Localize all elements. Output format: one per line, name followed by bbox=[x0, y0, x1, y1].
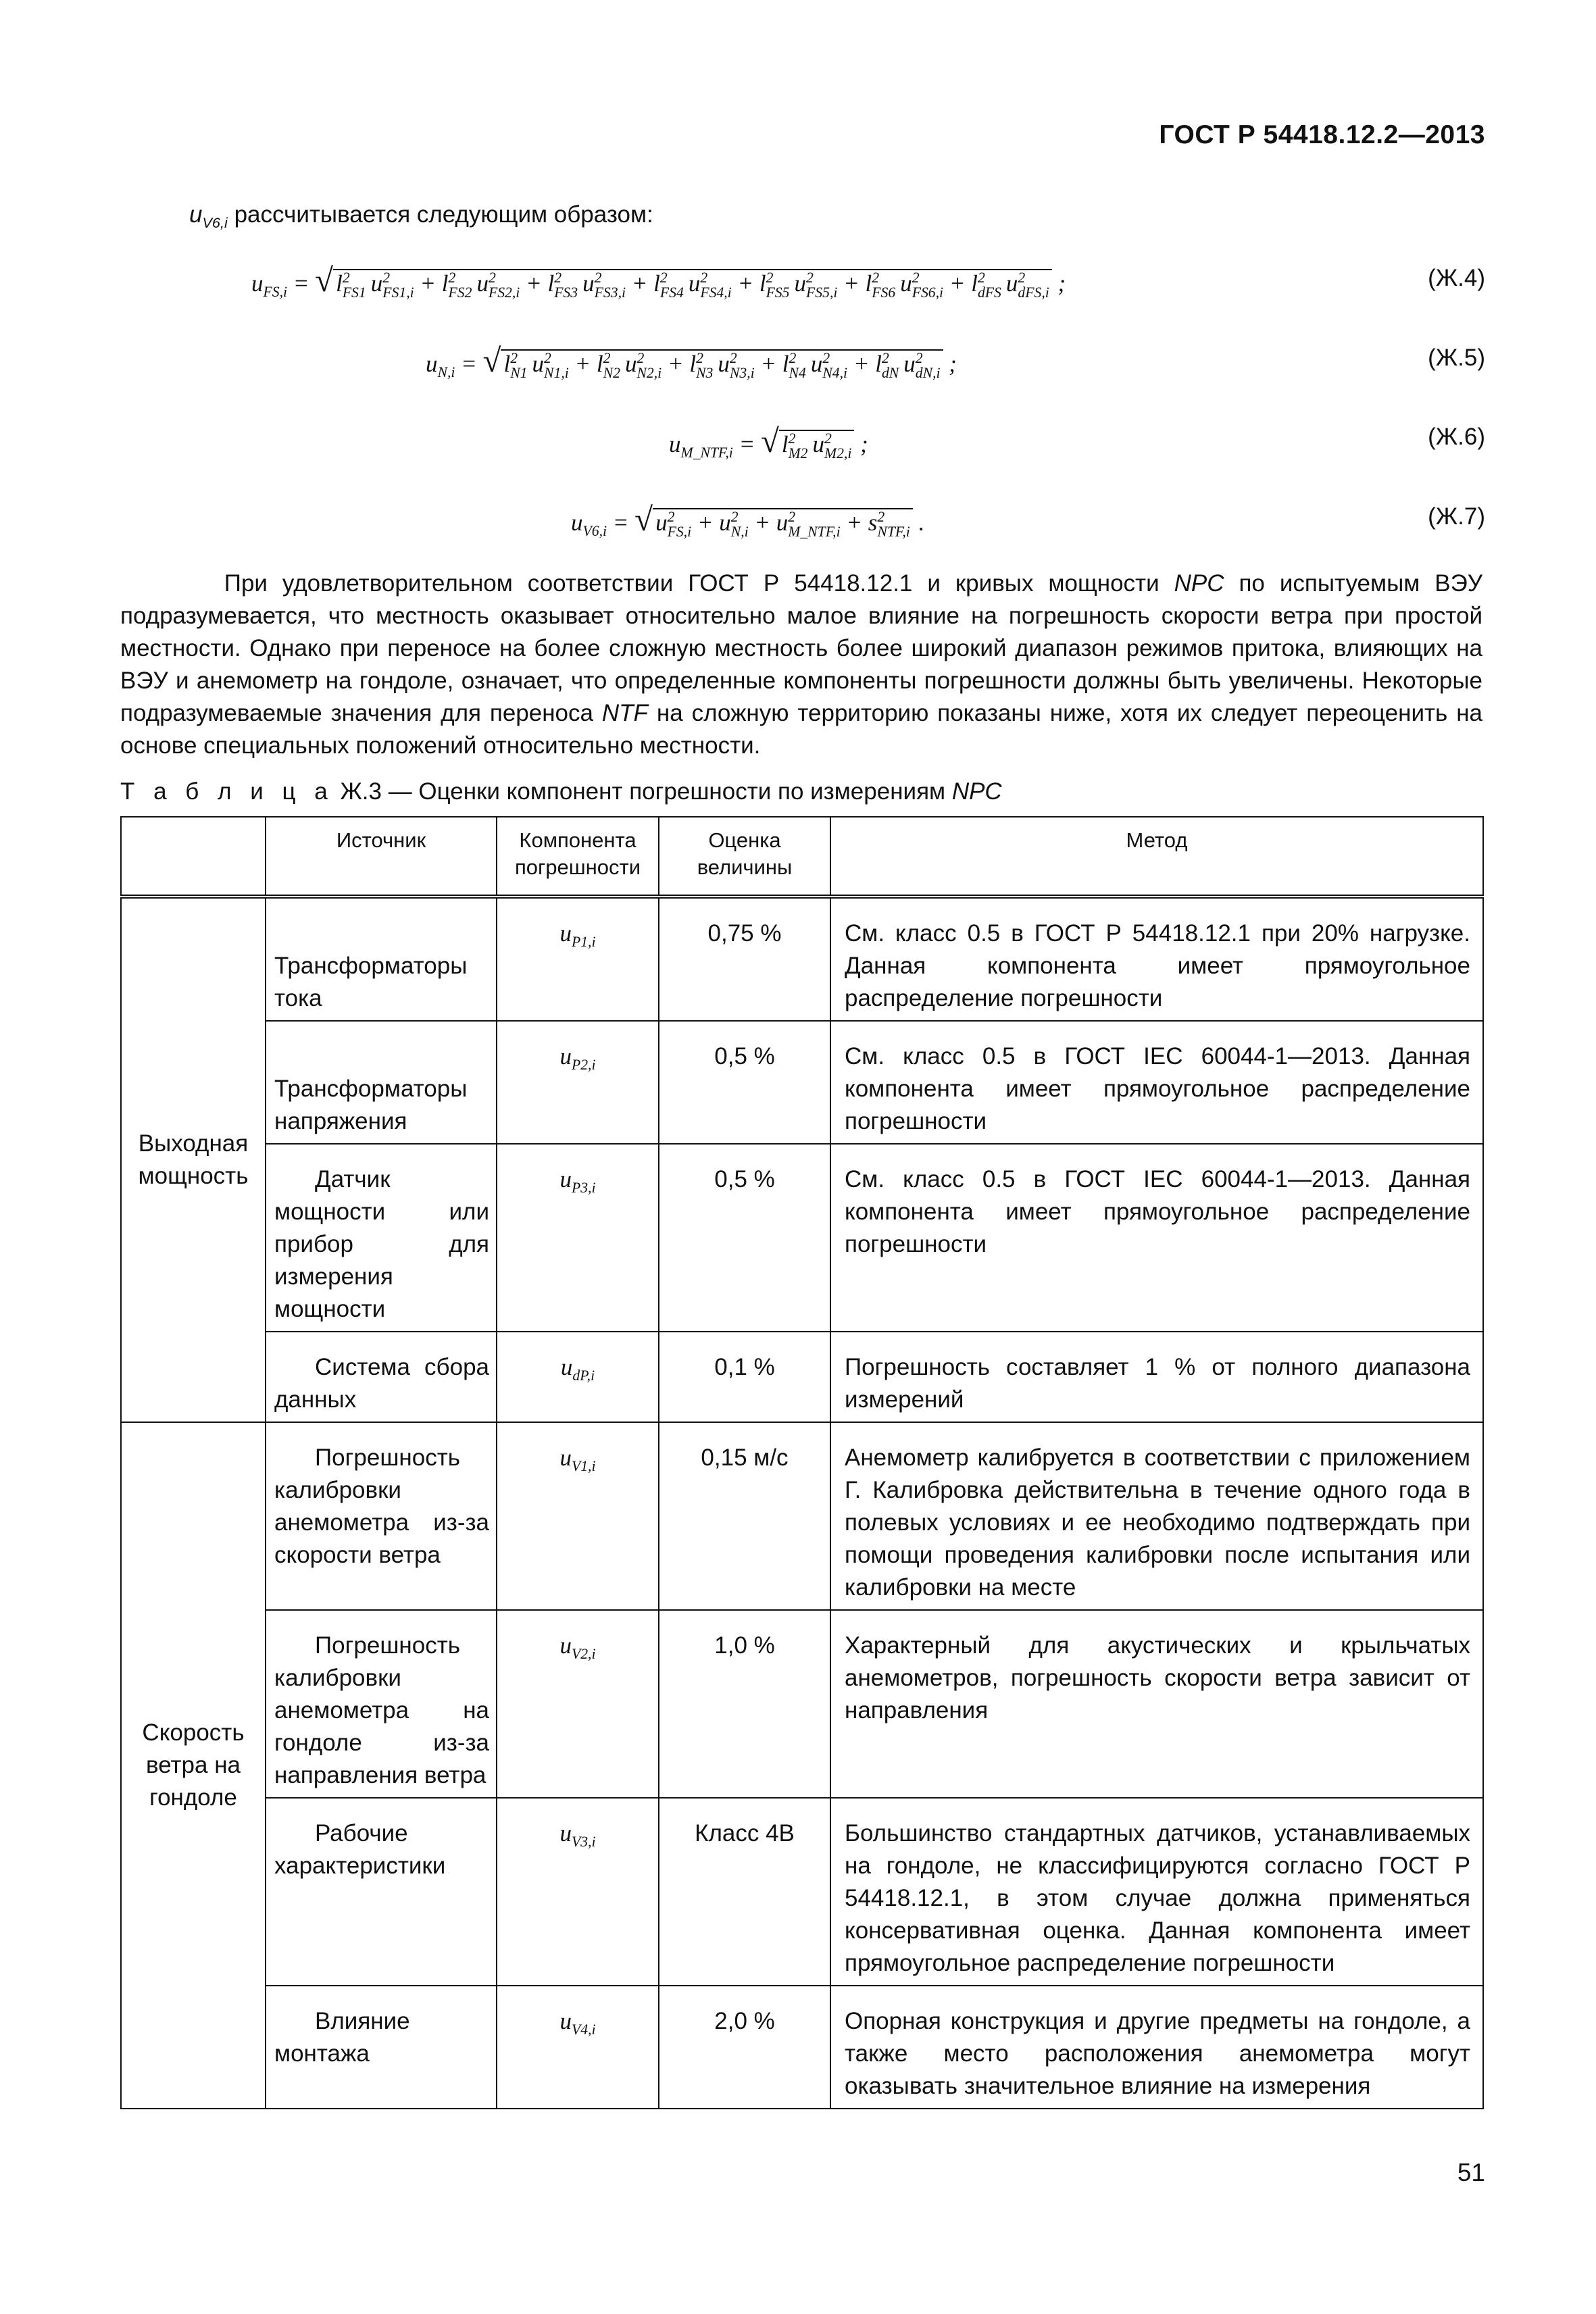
method-cell: Погрешность составляет 1 % от полного диапазона измерений bbox=[830, 1332, 1483, 1422]
method-cell: Большинство стандартных датчиков, устанавливаемых на гондоле, не классифицируются согласно ГОСТ Р 54418.12.1, в этом случае должна применяться консервативная оценка. Данная компонента имеет прямоугольное распределение погрешности bbox=[830, 1798, 1483, 1986]
symbol-cell: $u_{V4,i}$ bbox=[497, 1986, 659, 2109]
estimate-cell: 1,0 % bbox=[659, 1610, 830, 1798]
body-paragraph: При удовлетворительном соответствии ГОСТ Р 54418.12.1 и кривых мощности NPC по испытуемым ВЭУ подразумевается, что местность оказывает относительно малое влияние на погрешность скорости ветра при простой местности. Однако при переносе на более сложную местность более широкий диапазон режимов притока, влияющих на ВЭУ и анемометр на гондоле, означает, что определенные компоненты погрешности должны быть увеличены. Некоторые подразумеваемые значения для переноса NTF на сложную территорию показаны ниже, хотя их следует переоценить на основе специальных положений относительно местности. bbox=[120, 570, 1483, 759]
header-cell bbox=[121, 817, 266, 897]
table-header-row bbox=[121, 817, 1483, 897]
symbol-cell: $u_{P3,i}$ bbox=[497, 1144, 659, 1332]
equation-zh6: $u_{M\_NTF,i}$ = √ l 2 M2 u 2 M2,i ; bbox=[669, 422, 868, 461]
source-cell: Трансформаторы напряжения bbox=[266, 1021, 497, 1144]
uncertainty-table bbox=[120, 816, 1484, 2109]
method-cell: См. класс 0.5 в ГОСТ Р 54418.12.1 при 20% нагрузке. Данная компонента имеет прямоугольное распределение погрешности bbox=[830, 897, 1483, 1021]
estimate-cell: 2,0 % bbox=[659, 1986, 830, 2109]
source-cell: Рабочие характеристики bbox=[266, 1798, 497, 1986]
table-row bbox=[121, 1021, 1483, 1144]
method-cell: Опорная конструкция и другие предметы на гондоле, а также место расположения анемометра могут оказывать значительное влияние на измерения bbox=[830, 1986, 1483, 2109]
intro-line bbox=[189, 201, 653, 232]
table-row bbox=[121, 1610, 1483, 1798]
symbol-cell: $u_{V2,i}$ bbox=[497, 1610, 659, 1798]
symbol-cell: $u_{P2,i}$ bbox=[497, 1021, 659, 1144]
source-cell: Погрешность калибровки анемометра на гондоле из-за направления ветра bbox=[266, 1610, 497, 1798]
table-caption bbox=[120, 778, 1002, 805]
header-cell: Оценка величины bbox=[659, 817, 830, 897]
caption-italic: NPC bbox=[951, 778, 1002, 805]
header-cell: Метод bbox=[830, 817, 1483, 897]
equation-number: (Ж.4) bbox=[1428, 265, 1485, 291]
equation-number: (Ж.6) bbox=[1428, 424, 1485, 450]
table-row bbox=[121, 1798, 1483, 1986]
standard-header: ГОСТ Р 54418.12.2—2013 bbox=[1159, 120, 1485, 149]
symbol-cell: $u_{dP,i}$ bbox=[497, 1332, 659, 1422]
source-cell: Датчик мощности или прибор для измерения мощности bbox=[266, 1144, 497, 1332]
estimate-cell: Класс 4В bbox=[659, 1798, 830, 1986]
estimate-cell: 0,15 м/с bbox=[659, 1422, 830, 1610]
method-cell: См. класс 0.5 в ГОСТ IEC 60044-1—2013. Данная компонента имеет прямоугольное распределение погрешности bbox=[830, 1144, 1483, 1332]
table-row bbox=[121, 1144, 1483, 1332]
intro-symbol-sub: V6,i bbox=[202, 214, 228, 231]
equation-zh5: $u_{N,i}$ = √ l 2 N1 u 2 N1,i + l 2 N2 u 2 N2,i + l 2 N3 u 2 N3,i + l 2 N4 u 2 N4,i + l 2 dN u 2 dN,i ; bbox=[426, 342, 957, 381]
header-cell: Компонента погрешности bbox=[497, 817, 659, 897]
table-body bbox=[121, 897, 1483, 2109]
header-cell: Источник bbox=[266, 817, 497, 897]
equation-number: (Ж.5) bbox=[1428, 345, 1485, 371]
estimate-cell: 0,5 % bbox=[659, 1144, 830, 1332]
category-cell: Выходная мощность bbox=[121, 897, 266, 1422]
caption-text: Ж.3 — Оценки компонент погрешности по измерениям bbox=[333, 778, 952, 805]
category-cell: Скорость ветра на гондоле bbox=[121, 1422, 266, 2109]
source-cell: Влияние монтажа bbox=[266, 1986, 497, 2109]
page-number: 51 bbox=[1457, 2159, 1485, 2186]
source-cell: Погрешность калибровки анемометра из-за скорости ветра bbox=[266, 1422, 497, 1610]
table-row bbox=[121, 897, 1483, 1021]
source-cell: Трансформаторы тока bbox=[266, 897, 497, 1021]
method-cell: Характерный для акустических и крыльчатых анемометров, погрешность скорости ветра зависит от направления bbox=[830, 1610, 1483, 1798]
symbol-cell: $u_{V1,i}$ bbox=[497, 1422, 659, 1610]
table-row bbox=[121, 1422, 1483, 1610]
equation-zh7: $u_{V6,i}$ = √ u 2 FS,i + u 2 N,i + u 2 M_NTF,i + s 2 NTF,i . bbox=[571, 501, 925, 540]
method-cell: См. класс 0.5 в ГОСТ IEC 60044-1—2013. Данная компонента имеет прямоугольное распределение погрешности bbox=[830, 1021, 1483, 1144]
estimate-cell: 0,5 % bbox=[659, 1021, 830, 1144]
symbol-cell: $u_{P1,i}$ bbox=[497, 897, 659, 1021]
method-cell: Анемометр калибруется в соответствии с приложением Г. Калибровка действительна в течение одного года в полевых условиях и ее необходимо подтверждать при помощи проведения калибровки после испытания или калибровки на месте bbox=[830, 1422, 1483, 1610]
caption-prefix: Т а б л и ц а bbox=[120, 778, 334, 805]
table-row bbox=[121, 1332, 1483, 1422]
intro-text: рассчитывается следующим образом: bbox=[234, 201, 653, 228]
table-row bbox=[121, 1986, 1483, 2109]
estimate-cell: 0,1 % bbox=[659, 1332, 830, 1422]
intro-symbol: u bbox=[189, 201, 203, 228]
equation-zh4: $u_{FS,i}$ = √ l 2 FS1 u 2 FS1,i + l 2 FS2 u 2 FS2,i + l 2 FS3 u 2 FS3,i + l 2 FS4 u 2 FS4,i + l 2 FS5 u 2 FS5,i + l 2 FS6 u 2 FS6,i + l 2 dFS u 2 dFS,i ; bbox=[251, 261, 1066, 301]
symbol-cell: $u_{V3,i}$ bbox=[497, 1798, 659, 1986]
source-cell: Система сбора данных bbox=[266, 1332, 497, 1422]
equation-number: (Ж.7) bbox=[1428, 503, 1485, 530]
estimate-cell: 0,75 % bbox=[659, 897, 830, 1021]
